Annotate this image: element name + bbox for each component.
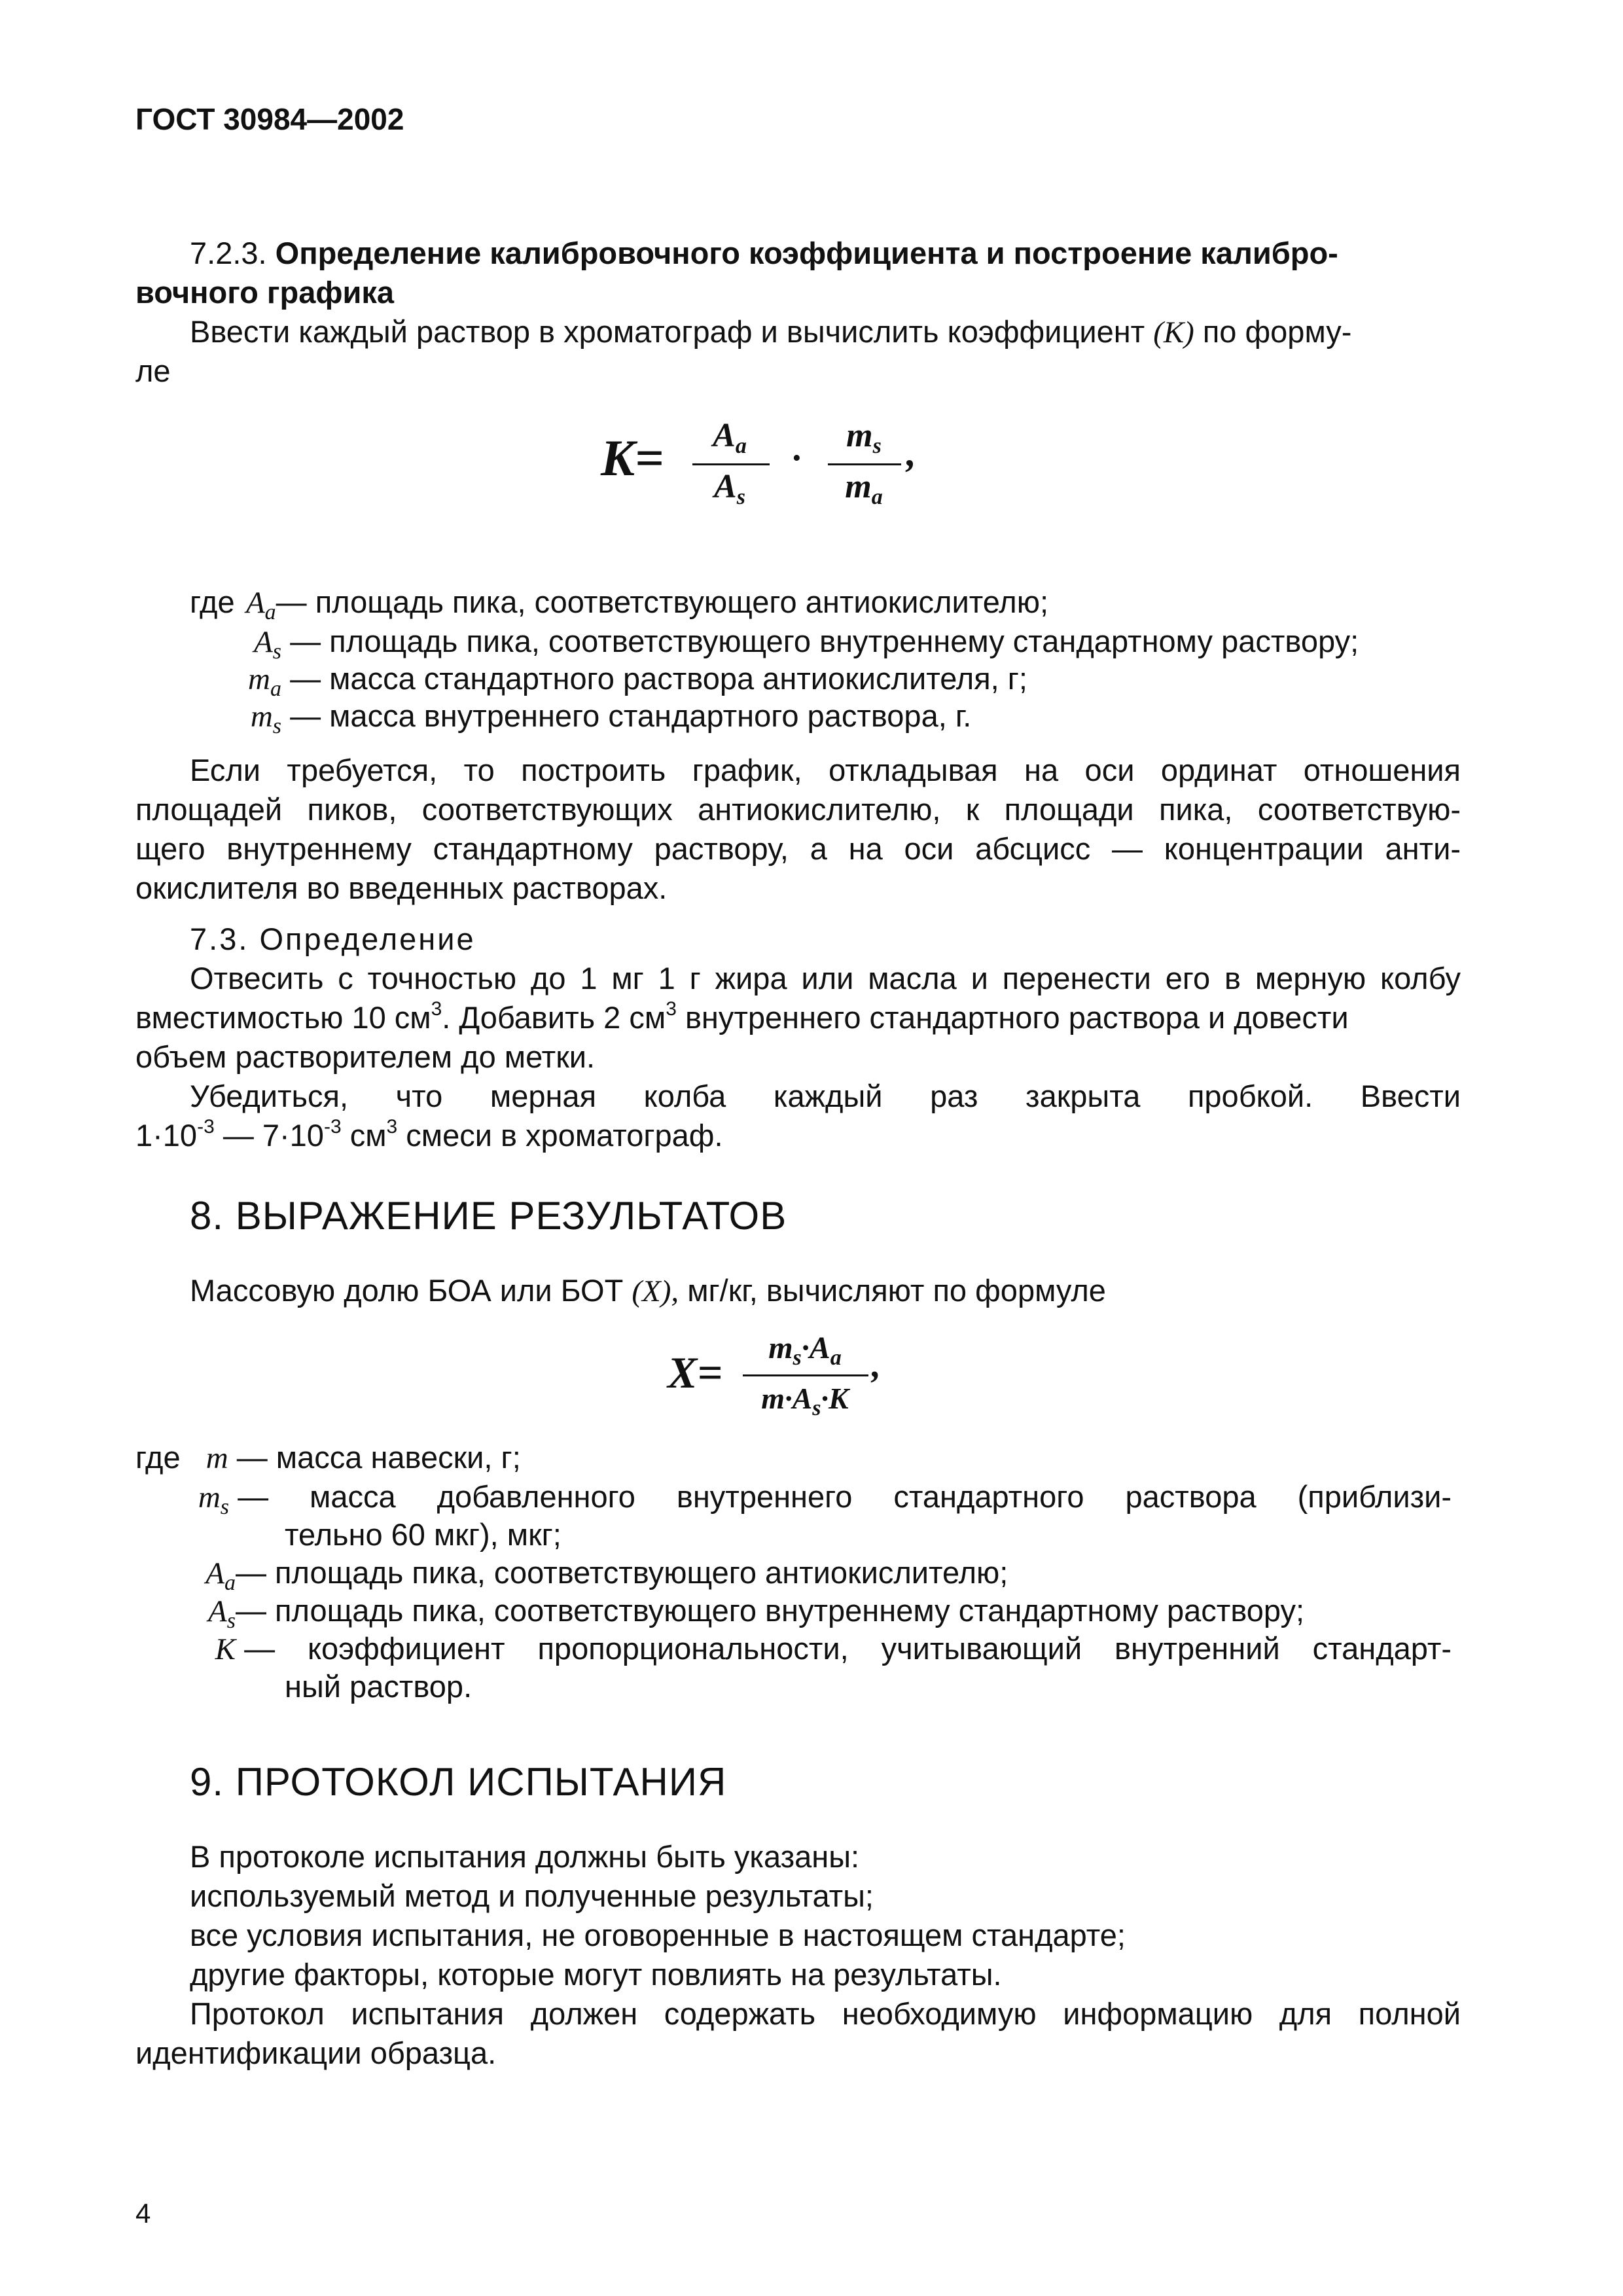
document-header: ГОСТ 30984—2002	[135, 102, 404, 136]
exponent: 3	[386, 1116, 398, 1138]
exponent: -3	[197, 1116, 215, 1138]
paragraph-line: объем растворителем до метки.	[135, 1039, 596, 1074]
fraction-1-numerator: $A_a$	[713, 417, 747, 458]
paragraph-line: $1\cdot 10^{-3}$ — $7\cdot 10^{-3}$ $см^3$ смеси в хроматограф.	[135, 1116, 723, 1153]
section-number: 7.2.3.	[190, 236, 267, 270]
section-8-intro: Массовую долю БОА или БОТ (X), мг/кг, вычисляют по формуле	[190, 1273, 1106, 1308]
multiply-dot: ·	[792, 438, 801, 478]
intro-symbol: (X),	[632, 1274, 679, 1308]
fraction-2-numerator: $m_s$	[846, 417, 882, 458]
paragraph-line: все условия испытания, не оговоренные в настоящем стандарте;	[190, 1918, 1126, 1952]
section-7-2-3-title-line1	[190, 232, 1338, 274]
section-7-3-heading: 7.3. Определение	[190, 922, 476, 956]
formula-x	[668, 1322, 942, 1433]
def-text: — масса стандартного раствора антиокислителя, г;	[290, 661, 1027, 696]
def-row: $A_s$ — площадь пика, соответствующего внутреннему стандартному раствору;	[254, 624, 1359, 664]
paragraph-line: Протокол испытания должен содержать необходимую информацию для полной	[190, 1996, 1461, 2031]
formula-trail: ,	[906, 431, 916, 475]
formula-k	[589, 406, 995, 524]
def-text: — масса добавленного внутреннего стандартного раствора (приблизи-	[238, 1479, 1452, 1514]
paragraph-line: Если требуется, то построить график, откладывая на оси ординат отношения	[190, 753, 1461, 787]
section-7-2-3-title-line2: вочного графика	[135, 275, 395, 310]
intro-symbol: (К)	[1153, 315, 1194, 350]
def-row: где m — масса навески, г;	[135, 1440, 521, 1475]
page-number: 4	[135, 2198, 151, 2229]
paragraph-line: Отвесить с точностью до 1 мг 1 г жира или масла и перенести его в мерную колбу	[190, 961, 1461, 996]
intro-line	[190, 311, 1351, 353]
fraction-denominator: $m\cdot A_s\cdot K$	[761, 1382, 849, 1420]
fraction-bar	[828, 463, 901, 465]
paragraph-line: используемый метод и полученные результаты;	[190, 1878, 874, 1913]
def-row: где $A_a—$ площадь пика, соответствующего антиокислителю;	[190, 584, 1049, 624]
exponent: -3	[323, 1116, 342, 1138]
where-word: где	[135, 1440, 181, 1475]
paragraph-line: вместимостью 10 $см^3$. Добавить 2 $см^3$ внутреннего стандартного раствора и довести	[135, 998, 1349, 1035]
intro-text: Ввести каждый раствор в хроматограф и вычислить коэффициент	[190, 314, 1145, 349]
fraction-2-denominator: $m_a$	[845, 468, 883, 509]
def-row: $m_s$ — масса добавленного внутреннего стандартного раствора (приблизи-	[190, 1476, 1461, 1518]
def-text: — масса внутреннего стандартного раствора, г.	[290, 698, 972, 733]
def-text: — площадь пика, соответствующего антиокислителю;	[236, 1555, 1008, 1590]
intro-line-cont: ле	[135, 353, 171, 388]
where-word: где	[190, 584, 235, 619]
paragraph-line: окислителя во введенных растворах.	[135, 870, 668, 905]
fraction-1-denominator: $A_s$	[714, 468, 745, 509]
fraction-bar	[743, 1374, 868, 1376]
formula-equals: =	[697, 1348, 723, 1397]
paragraph-line: другие факторы, которые могут повлиять на результаты.	[190, 1957, 1002, 1992]
paragraph-line: В протоколе испытания должны быть указаны:	[190, 1839, 860, 1874]
def-text: — площадь пика, соответствующего антиокислителю;	[276, 584, 1049, 619]
paragraph-line: площадей пиков, соответствующих антиокислителю, к площади пика, соответствую-	[135, 792, 1461, 827]
formula-lhs: K	[601, 429, 635, 486]
paragraph-line: идентификации образца.	[135, 2036, 497, 2070]
def-row: $m_s$ — масса внутреннего стандартного раствора, г.	[250, 698, 972, 738]
section-9-heading: 9. ПРОТОКОЛ ИСПЫТАНИЯ	[190, 1760, 727, 1804]
def-text: — масса навески, г;	[236, 1440, 521, 1475]
fraction-numerator: $m_s\cdot A_a$	[768, 1331, 842, 1370]
fraction-bar	[692, 463, 770, 465]
def-row: $m_a$ — масса стандартного раствора антиокислителя, г;	[248, 661, 1027, 701]
formula-lhs: X	[668, 1348, 698, 1397]
def-continuation: ный раствор.	[285, 1669, 473, 1704]
formula-trail: ,	[872, 1345, 881, 1386]
exponent: 3	[666, 998, 677, 1020]
def-text: — коэффициент пропорциональности, учитывающий внутренний стандарт-	[244, 1631, 1452, 1666]
intro-text-end: по форму-	[1202, 314, 1352, 349]
def-row: $A_s—$ площадь пика, соответствующего внутреннему стандартному раствору;	[208, 1593, 1305, 1633]
paragraph-line: Убедиться, что мерная колба каждый раз закрыта пробкой. Ввести	[190, 1079, 1461, 1113]
section-title: Определение калибровочного коэффициента и построение калибро-	[275, 236, 1338, 270]
section-8-heading: 8. ВЫРАЖЕНИЕ РЕЗУЛЬТАТОВ	[190, 1194, 787, 1238]
def-row: $A_a—$ площадь пика, соответствующего антиокислителю;	[205, 1555, 1008, 1595]
def-row: K — коэффициент пропорциональности, учитывающий внутренний стандарт-	[196, 1628, 1461, 1670]
exponent: 3	[431, 998, 442, 1020]
def-text: — площадь пика, соответствующего внутреннему стандартному раствору;	[290, 624, 1359, 658]
def-text: — площадь пика, соответствующего внутреннему стандартному раствору;	[236, 1593, 1305, 1628]
def-continuation: тельно 60 мкг), мкг;	[285, 1517, 562, 1552]
formula-equals: =	[635, 429, 664, 486]
paragraph-line: щего внутреннему стандартному раствору, а на оси абсцисс — концентрации анти-	[135, 831, 1461, 866]
